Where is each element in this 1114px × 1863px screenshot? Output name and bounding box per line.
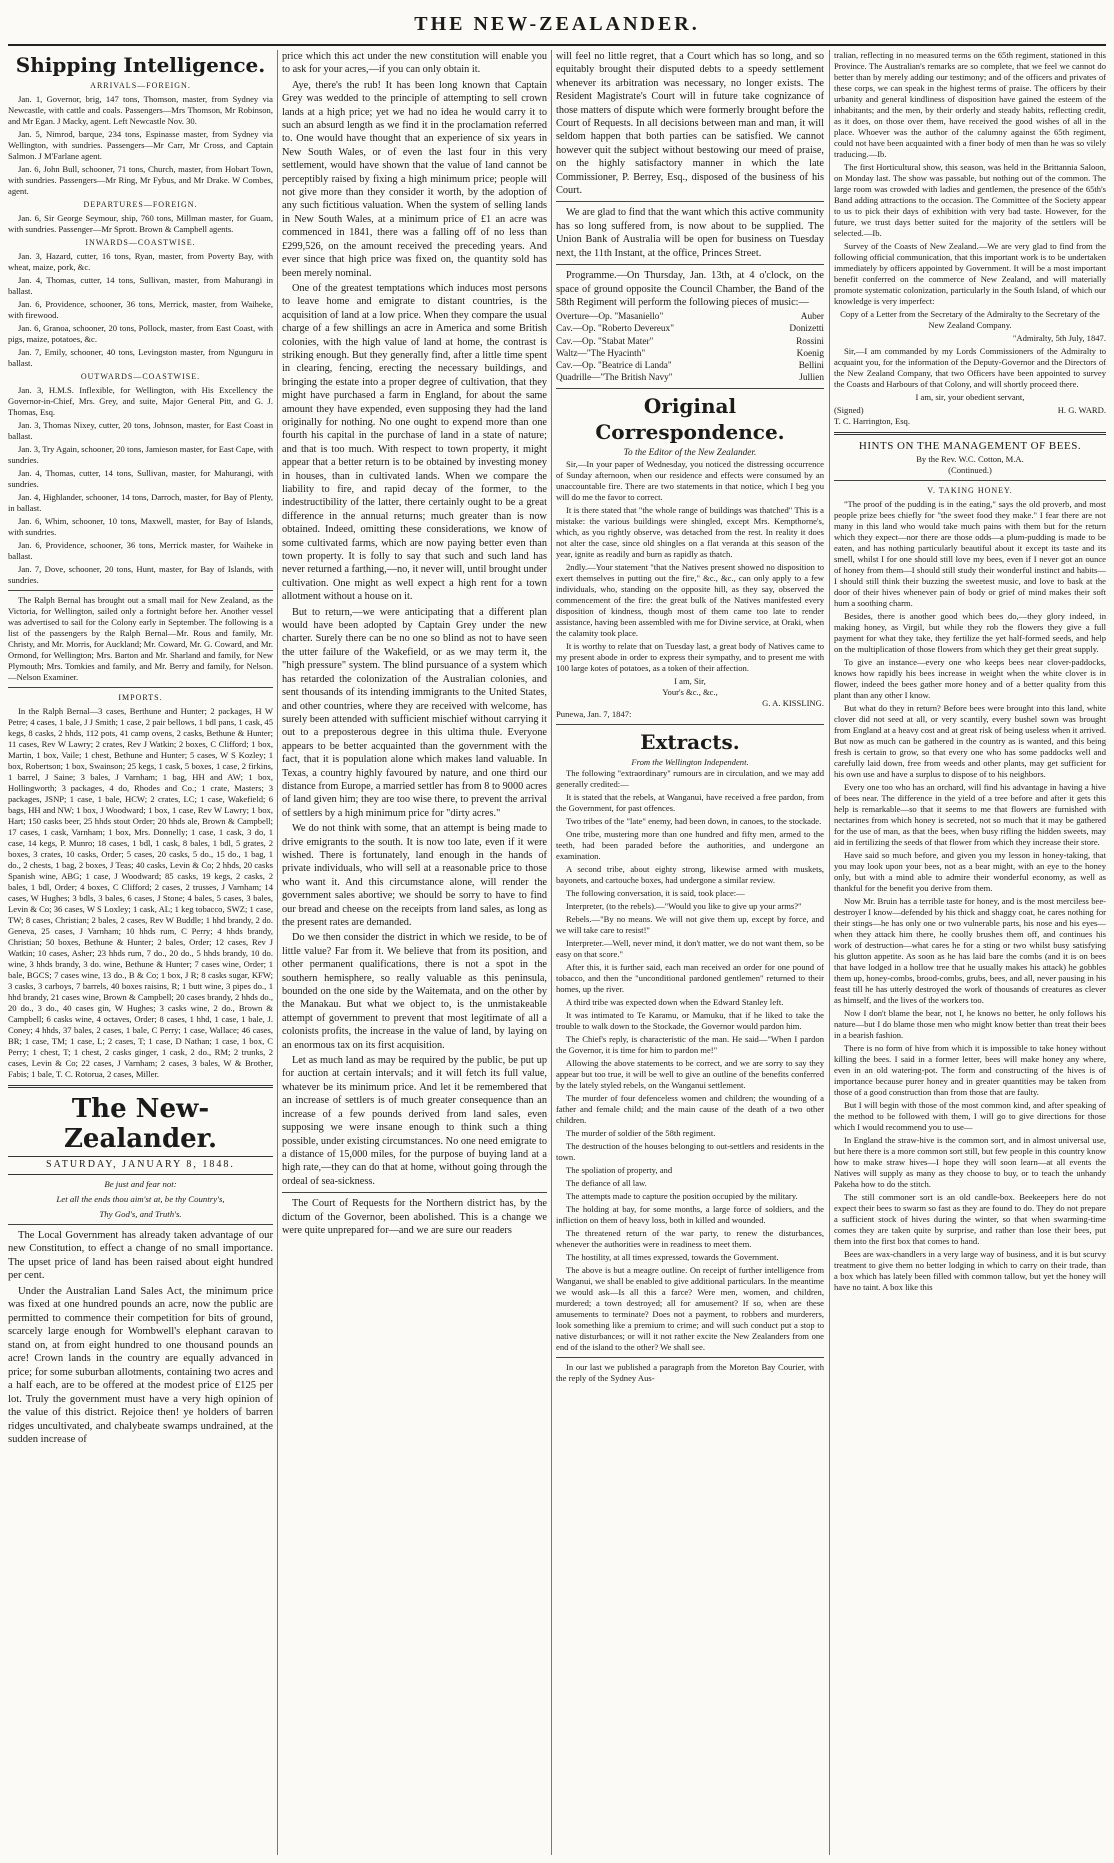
letter-paragraph: It is worthy to relate that on Tuesday last, a great body of Natives came to my present abode in order to express their sympathy, and to present me with 100 large kotes of potatoes, as a token of their affection.: [556, 640, 824, 673]
extract-paragraph: The hostility, at all times expressed, towards the Government.: [566, 1251, 779, 1262]
extract-paragraph: After this, it is further said, each man received an order for one pound of tobacco, and then the "unconditional pardoned gentlemen" returned to their homes, up the river.: [556, 961, 824, 994]
bees-paragraph: But I will begin with those of the most common kind, and after speaking of the method to be followed with them, I will go to give directions for those which I would recommend you to use—: [834, 1100, 1106, 1133]
departures-foreign-heading: DEPARTURES—FOREIGN.: [83, 200, 198, 210]
letter-place-date: Punewa, Jan. 7, 1847:: [556, 708, 632, 719]
bees-paragraph: Now I don't blame the bear, not I, he knows no better, he only follows his nature—but I do blame those men who might know better than treat their bees in a bearish fashion.: [834, 1008, 1106, 1041]
bees-paragraph: Now Mr. Bruin has a terrible taste for honey, and is the most merciless bee-destroyer I know—defended by his thick and shaggy coat, he cares nothing for their stings—he has only one or two vulnerable parts, his nose and his eyes—when they attack him there, he coolly brushes them off, and continues his work of destruction—what cares he for a sting or two whilst busy satisfying his glutton appetite. As soon as he has laid bare the combs (and it is on bees that have lodged in a hollow tree that he usually makes his attack) he gobbles them up, honey-combs, brood-combs, grubs, bees, and all, never pausing in his feast till he has utterly destroyed the work of thousands of creatures as clever as himself, and the lives of the workers too.: [834, 896, 1106, 1006]
bees-paragraph: "The proof of the pudding is in the eating," says the old proverb, and most people prize bees chiefly for "the sweet food they make." I fear there are not many in this land who would take much pains with them but for the return which they expect—nor there are those odds—a plum-pudding is made to be eaten, and has nothing particularly beautiful about it except its taste and its smell, whilst I for one should still love my bees, even if I never got an ounce of honey from them—I should still study their wonderful instinct and habits—I should still think their buzzing the sweetest music, and love to bask at the door of their hives whenever pain of body or grief of mind makes their soft hum a soothing charm.: [834, 499, 1106, 609]
motto-line: Be just and fear not:: [104, 1178, 177, 1189]
bees-paragraph: In England the straw-hive is the common sort, and in almost universal use, but here there is a more common sort still, but few people in this country know how to make straw hives—I hope they will soon learn—at all events the Natives will supply as many as they choose to buy, or to teach the unhandy Pakeha how to do the stitch.: [834, 1135, 1106, 1190]
divider: [834, 480, 1106, 481]
bees-paragraph: Have said so much before, and given you my lesson in honey-taking, that you may look upon your bees, not as a bear might, with an eye to the honey only, but with a mind able to admire their wonderful economy, as well as thankful for the benefit you derive from them.: [834, 850, 1106, 894]
programme-piece: Cav.—Op. "Stabat Mater": [556, 336, 654, 347]
editorial-paragraph: Aye, there's the rub! It has been long known that Captain Grey was wedded to the principle of attempting to sell crown lands at a high price; yet we had no idea he would carry it to such an absurd length as we find it in the proclamation referred to. One would have thought that an experience of six years in New South Wales, or of even the last four in this very settlement, would have shown that the value of land cannot be perceptibly raised by fixing a high minimum price; people will not give more than they consider it worth, by the adoption of any such fictitious valuation. When the system of selling lands in New South Wales, at a minimum price of £1 an acre was commenced in 1841, there was a falling off of no less than £299,526, on the amount received the preceding years. And ever since that high price was fixed on, the quantity sold has been merely nominal.: [282, 79, 547, 279]
column-1: [8, 50, 273, 1855]
editorial-paragraph: will feel no little regret, that a Court which has so long, and so equitably brought their disputed debts to a speedy settlement whenever its arbitration was necessary, no longer exists. The Resident Magistrate's Court will in future take cognizance of those matters of dispute which were formerly brought before the Court of Requests. In all decisions between man and man, it will seldom happen that both parties can be satisfied. We cannot however quit the subject without bestowing our meed of praise, on the highly satisfactory manner in which the late Commissioner, P. Berrey, Esq., disposed of the business of his Court.: [556, 51, 824, 197]
programme-composer: Auber: [800, 312, 824, 323]
bees-paragraph: Bees are wax-chandlers in a very large way of business, and it is but scurvy treatment to give them no better lodging in which to carry on their trade, than a box which has lately been filled with common tallow, but yet the honey will have no taint. A box like this: [834, 1249, 1106, 1293]
extract-paragraph: The following "extraordinary" rumours are in circulation, and we may add generally credited:—: [556, 767, 824, 789]
bees-paragraph: But what do they in return? Before bees were brought into this land, white clover did not seed at all, or very scantily, every bushel sown was brought from England at a heavy cost and at great risk of being useless when it arrived. But now as much can be gathered in the country as is wanted, and this being fresh is certain to grow, so that every one who has some paddocks well and carefully laid down, free from weeds and other plants, may get sufficient for his own use and have a surplus to dispose of to his neighbors.: [834, 703, 1106, 780]
divider: [8, 1085, 273, 1088]
divider: [8, 1224, 273, 1225]
programme-piece: Cav.—Op. "Roberto Devereux": [556, 324, 675, 335]
shipping-entry: Jan. 7, Emily, schooner, 40 tons, Levingston master, from Ngunguru in ballast.: [8, 347, 273, 369]
programme-piece: Waltz—"The Hyacinth": [556, 348, 646, 359]
extract-paragraph: A second tribe, about eighty strong, likewise armed with muskets, bayonets, and cartouche boxes, had undergone a similar review.: [556, 863, 824, 885]
programme-composer: Jullien: [799, 372, 824, 383]
letter-paragraph: Sir,—I am commanded by my Lords Commissioners of the Admiralty to acquaint you, for the information of the Deputy-Governor and the Directors of the New Zealand Company, that two Officers have been appointed to survey the Coasts and Harbours of that Colony, and will shortly proceed there.: [834, 346, 1106, 389]
programme-piece: Cav.—Op. "Beatrice di Landa": [556, 360, 672, 371]
bees-article-continued: (Continued.): [948, 465, 992, 476]
shipping-entry: Jan. 6, Providence, schooner, 36 tons, Merrick, master, from Waiheke, with firewood.: [8, 299, 273, 321]
ralph-bernal-notice: The Ralph Bernal has brought out a small mail for New Zealand, as the Victoria, for Wellington, sailed only a fortnight before her. Another vessel was advertised to sail for the Colony early in September. The following is a list of the passengers by the Ralph Bernal—Mr. Rous and family, Mr. Christy, and Mr. Morris, for Auckland; Mr. Coward, Mr. G. Coward, and Mr. Ormond, for Wellington; Mrs. Barton and Mr. Sharland and family, for New Plymouth; Mrs. Tomkies and family, and Mr. Berry and family, for Nelson.—Nelson Examiner.: [8, 595, 273, 683]
editorial-paragraph: Let as much land as may be required by the public, be put up for auction at certain intervals; and it will fetch its full value, whatever be its minimum price. And let it be remembered that an increase of settlers is of much greater consequence than an increase of a few pounds derived from land sales, even supposing we were insane enough to think such a thing possible, under existing circumstances. No one need emigrate to a distance of 15,000 miles, for the purpose of buying land at a high rate,—they can do that at home, without going through the ordeal of sea-sickness.: [282, 1055, 547, 1187]
extract-paragraph: The destruction of the houses belonging to out-settlers and residents in the town.: [556, 1140, 824, 1162]
column-divider: [829, 50, 830, 1855]
extract-paragraph: The murder of four defenceless women and children; the wounding of a father and female child; and the main cause of the death of a two other children.: [556, 1092, 824, 1125]
extracts-source: From the Wellington Independent.: [631, 756, 749, 767]
letter-closing: I am, Sir,: [674, 675, 706, 686]
inwards-coastwise-heading: INWARDS—COASTWISE.: [85, 238, 196, 248]
programme-intro: Programme.—On Thursday, Jan. 13th, at 4 o'clock, on the space of ground opposite the Council Chamber, the Band of the 58th Regiment will perform the following pieces of music:—: [556, 270, 824, 308]
shipping-entry: Jan. 3, Try Again, schooner, 20 tons, Jamieson master, for East Cape, with sundries.: [8, 444, 273, 466]
column-divider: [551, 50, 552, 1855]
shipping-entry: Jan. 6, Providence, schooner, 36 tons, Merrick master, for Waiheke in ballast.: [8, 540, 273, 562]
shipping-entry: Jan. 6, Sir George Seymour, ship, 760 tons, Millman master, for Guam, with sundries. Passenger—Mr Sprott. Brown & Campbell agents.: [8, 213, 273, 235]
programme-composer: Bellini: [798, 360, 824, 371]
extract-paragraph: Survey of the Coasts of New Zealand.—We are very glad to find from the following official communication, that this important work is to be undertaken immediately by officers appointed by Government. It will be a most important benefit conferred on the commerce of New Zealand, and will materially promote systematic colonization, particularly in the South Island, of which our knowledge is very imperfect:: [834, 241, 1106, 306]
masthead: [0, 0, 1114, 48]
extract-paragraph: In our last we published a paragraph from the Moreton Bay Courier, with the reply of the Sydney Aus-: [556, 1361, 824, 1383]
column-4: [834, 50, 1106, 1855]
letter-signature-row: [834, 405, 1106, 416]
letter-heading: Copy of a Letter from the Secretary of the Admiralty to the Secretary of the New Zealand Company.: [840, 309, 1100, 330]
extracts-heading: Extracts.: [640, 729, 740, 754]
divider: [834, 432, 1106, 435]
divider: [556, 264, 824, 265]
column-3: [556, 50, 824, 1855]
extract-paragraph: Two tribes of the "late" enemy, had been down, in canoes, to the stockade.: [566, 815, 822, 826]
extract-paragraph: A third tribe was expected down when the Edward Stanley left.: [566, 996, 784, 1007]
issue-date: SATURDAY, JANUARY 8, 1848.: [8, 1156, 273, 1174]
shipping-entry: Jan. 3, H.M.S. Inflexible, for Wellington, with His Excellency the Governor-in-Chief, Mrs. Grey, and suite, Major General Pitt, and G. J. Thomas, Esq.: [8, 385, 273, 418]
shipping-heading: Shipping Intelligence.: [15, 53, 266, 77]
bees-article-author: By the Rev. W.C. Cotton, M.A.: [916, 454, 1024, 465]
arrivals-foreign-heading: ARRIVALS—FOREIGN.: [90, 81, 191, 90]
shipping-entry: Jan. 4, Highlander, schooner, 14 tons, Darroch, master, for Bay of Plenty, in ballast.: [8, 492, 273, 514]
column-divider: [277, 50, 278, 1855]
motto-line: Thy God's, and Truth's.: [99, 1208, 182, 1219]
extract-paragraph: The spoliation of property, and: [566, 1164, 673, 1175]
shipping-entry: Jan. 3, Hazard, cutter, 16 tons, Ryan, master, from Poverty Bay, with wheat, maize, pork, &c.: [8, 251, 273, 273]
editorial-paragraph: price which this act under the new constitution will enable you to ask for your acres,—if you can only obtain it.: [282, 51, 547, 76]
bees-section-heading: V. TAKING HONEY.: [927, 486, 1013, 496]
shipping-entry: Jan. 4, Thomas, cutter, 14 tons, Sullivan, master, for Mahurangi, with sundries.: [8, 468, 273, 490]
letter-paragraph: It is there stated that "the whole range of buildings was thatched" This is a mistake: the various buildings were shingled, except Mrs. Kempthorne's, which, as you rightly observe, was detached from the rest. In reality it does not alter the case, since old shingles on a flat veranda at this season of the year, ignite as readily and burn as rapidly as thatch.: [556, 504, 824, 559]
programme-item: [556, 372, 824, 384]
extract-paragraph: It was intimated to Te Karamu, or Mamuku, that if he liked to take the trouble to walk down to the Stockade, the Governor would pardon him.: [556, 1009, 824, 1031]
editorial-paragraph: We are glad to find that the want which this active community has so long suffered from, is now about to be supplied. The Union Bank of Australia will be open for business on Tuesday next, the 11th Instant, at the office, Princes Street.: [556, 207, 824, 259]
divider: [282, 1192, 547, 1193]
programme-piece: Quadrille—"The British Navy": [556, 372, 673, 383]
programme-item: [556, 323, 824, 335]
imports-heading: IMPORTS.: [118, 693, 163, 703]
paper-title: The New-Zealander.: [63, 1094, 218, 1155]
bees-paragraph: Every one too who has an orchard, will find his advantage in having a hive of bees near. The difference in the yield of a tree before and after it gets this help is remarkable—so that it seems to me that flowers are furnished with nectarines from which honey is secreted, not so much that it may be gathered for the use of man, as that the bees, when busy rifling the hidden sweets, may aid in fertilizing the seeds of that flower from which they increase their store.: [834, 782, 1106, 848]
extract-paragraph: The holding at bay, for some months, a large force of soldiers, and the infliction on them of heavy loss, both in killed and wounded.: [556, 1203, 824, 1225]
programme-item: [556, 348, 824, 360]
shipping-entry: Jan. 5, Nimrod, barque, 234 tons, Espinasse master, from Sydney via Wellington, with sundries. Passengers—Mr Carr, Mr Cross, and Captain Salmon. J M'Farlane agent.: [8, 129, 273, 162]
extract-paragraph: Interpreter.—Well, never mind, it don't matter, we do not want them, so be easy on that score.": [556, 937, 824, 959]
programme-composer: Rossini: [796, 336, 824, 347]
editorial-paragraph: Under the Australian Land Sales Act, the minimum price was fixed at one hundred pounds an acre, now the public are permitted to commence their competition for bits of ground, scarcely large enough for Wombwell's elephant caravan to stand on, at from eight hundred to one thousand pounds an acre! Crown lands in the country are equally advanced in price; for some suburban allotments, containing two acres and a half each, are to be offered at the modest price of £125 per lot. Truly the government must have a very high opinion of the value of this district. Rejoice then! ye holders of barren ridges uncultivated, and chalybeate swamps undrained, at the sudden increase of: [8, 1285, 273, 1446]
letter-recipient: T. C. Harrington, Esq.: [834, 416, 910, 426]
extract-paragraph: The attempts made to capture the position occupied by the military.: [566, 1190, 798, 1201]
extract-paragraph: One tribe, mustering more than one hundred and fifty men, armed to the teeth, had been paraded before the authorities, and undergone an examination.: [556, 828, 824, 861]
column-2: [282, 50, 547, 1855]
shipping-entry: Jan. 6, Granoa, schooner, 20 tons, Pollock, master, from East Coast, with pigs, maize, potatoes, &c.: [8, 323, 273, 345]
shipping-entry: Jan. 1, Governor, brig, 147 tons, Thomson, master, from Sydney via Newcastle, with cattle and coals. Passengers—Mrs Thomson, Mr Robinson, and Mr Egan. J Macky, agent. Left Newcastle Nov. 30.: [8, 94, 273, 127]
outwards-coastwise-heading: OUTWARDS—COASTWISE.: [80, 372, 201, 382]
extract-paragraph: tralian, reflecting in no measured terms on the 65th regiment, stationed in this Province. The Australian's remarks are so complete, that we feel we cannot do better than by merely adding our testimony; and of the officers and privates of these corps, we can speak in the highest terms of praise. The officers by their urbanity and general kindliness of disposition have gained the esteem of the inhabitants; and the men, by their orderly and steady habits, reflecting credit, as it does, on those over them, have received the good wishes of all in the place. Whoever was the author of the calumny against the 65th regiment, could not have been acquainted with a finer body of men than he was so vilely traducing.—Ib.: [834, 50, 1106, 159]
editorial-paragraph: The Court of Requests for the Northern district has, by the dictum of the Governor, been abolished. This is a change we were quite unprepared for—and we are sure our readers: [282, 1198, 547, 1236]
divider: [556, 1357, 824, 1358]
extract-paragraph: Interpreter, (to the rebels).—"Would you like to give up your arms?": [566, 900, 802, 911]
bees-paragraph: To give an instance—every one who keeps bees near clover-paddocks, knows how rapidly his bees increase in weight when the white clover is in flower, indeed the bees gather more honey and of a better quality from this plant than any other I know.: [834, 657, 1106, 701]
programme-item: [556, 360, 824, 372]
divider: [556, 201, 824, 202]
letter-closing: Your's &c., &c.,: [662, 686, 718, 697]
letter-signature: H. G. WARD.: [1057, 405, 1106, 415]
divider: [556, 724, 824, 725]
extract-paragraph: The threatened return of the war party, to renew the disturbances, whenever the authorities were in readiness to meet them.: [556, 1227, 824, 1249]
bees-paragraph: The still commoner sort is an old candle-box. Beekeepers here do not expect their bees to swarm so fast as they are found to do. They do not prepare a sufficient stock of hives during the winter, so that when swarming-time comes they are taken quite by surprise, and rather than lose their bees, put them into the first box that comes to hand.: [834, 1192, 1106, 1247]
bees-paragraph: Besides, there is another good which bees do,—they glory indeed, in making honey, as Virgil, but while they rob the flowers they give a full payment for what they take, they fertilize the yet half-formed seeds, and help on the multiplication of those flowers from which they get their great supply.: [834, 611, 1106, 655]
editorial-paragraph: The Local Government has already taken advantage of our new Constitution, to effect a change of no small importance. The upset price of land has been raised about eight hundred per cent.: [8, 1229, 273, 1282]
extract-paragraph: The murder of soldier of the 58th regiment.: [566, 1127, 716, 1138]
newspaper-title: THE NEW-ZEALANDER.: [414, 13, 700, 35]
programme-item: [556, 311, 824, 323]
divider: [556, 388, 824, 389]
letter-closing: I am, sir, your obedient servant,: [915, 392, 1025, 402]
shipping-entry: Jan. 7, Dove, schooner, 20 tons, Hunt, master, for Bay of Islands, with sundries.: [8, 564, 273, 586]
programme-piece: Overture—Op. "Masaniello": [556, 312, 664, 323]
bees-paragraph: There is no form of hive from which it is impossible to take honey without killing the bees. I said in a former letter, bees will make honey any where, even in an old watering-pot. The form and constructing of the hives is of importance because purer honey and in greater quantities may be taken from those of a good construction than from those that are faulty.: [834, 1043, 1106, 1098]
correspondence-heading: Original Correspondence.: [595, 393, 785, 444]
extract-paragraph: It is stated that the rebels, at Wanganui, have received a free pardon, from the Government, for past offences.: [556, 791, 824, 813]
motto-line: Let all the ends thou aim'st at, be thy Country's,: [56, 1193, 225, 1204]
shipping-entry: Jan. 6, Whim, schooner, 10 tons, Maxwell, master, for Bay of Islands, with sundries.: [8, 516, 273, 538]
extract-paragraph: Allowing the above statements to be correct, and we are sorry to say they appear but too true, it will be well to give an outline of the benefits conferred by the lately styled rebels, on the Wanganui settlement.: [556, 1057, 824, 1090]
editorial-paragraph: Do we then consider the district in which we reside, to be of little value? Far from it. We believe that from its position, and other permanent qualifications, there is not a spot in the southern hemisphere, so really valuable as this peninsula, bounded on the one side by the Waitemata, and on the other by the Manakau. But what we object to, is the unmistakeable attempt of government to prevent that most legitimate of all a colonists profits, the increase in the value of land, by laying on an enormous tax on its first acquisition.: [282, 932, 547, 1051]
divider: [8, 687, 273, 688]
divider: [8, 590, 273, 591]
shipping-entry: Jan. 4, Thomas, cutter, 14 tons, Sullivan, master, from Mahurangi in ballast.: [8, 275, 273, 297]
extract-paragraph: The first Horticultural show, this season, was held in the Brittannia Saloon, on Monday last. The show was passable, but nothing out of the common. The large room was crowded with ladies and gentlemen, the presence of the 65th's Band adding attractions to the occasion. The Committee of the Society appear to us to pick their days of exhibition with very bad taste. However, for the future, we trust days better suited for the majority of the settlers will be selected.—Ib.: [834, 162, 1106, 238]
letter-paragraph: Sir,—In your paper of Wednesday, you noticed the distressing occurrence of Sunday afternoon, when our residence and effects were consumed by an unaccountable fire. There are two statements in that notice, which I beg you will do me the favor to correct.: [556, 458, 824, 502]
extract-paragraph: The defiance of all law.: [566, 1177, 647, 1188]
letter-signature: G. A. KISSLING.: [762, 697, 824, 708]
columns: [8, 50, 1106, 1855]
extract-paragraph: Rebels.—"By no means. We will not give them up, except by force, and we will take care to resist!": [556, 913, 824, 935]
extract-paragraph: The Chief's reply, is characteristic of the man. He said—"When I pardon the Governor, it is time for him to pardon me!": [556, 1033, 824, 1055]
editorial-paragraph: One of the greatest temptations which induces most persons to leave home and emigrate to distant countries, is the acquisition of land at a low price. When they compare the usual charge of a few shillings an acre in America and some British colonies, with the high value of land at home, the contrast is striking enough. But they generally find, after a little time spent in clearing, fencing, erecting the necessary buildings, and bringing the estate into a proper degree of cultivation, that they might have purchased a farm in England, for about the same amount they have expended, even supposing they had the land originally for nothing. No one ought to expend more than one fourth his capital in the purchase of land in a state of nature; and that is too much. With respect to town property, it might appear that a better return is to be obtained by investing money in houses, than in cultivated lands. When we compare the liability to fire, and rapid decay of the former, to the indestructibility of the latter, there certainly ought to be a great difference in the annual returns; much greater than is now obtained. Indeed, omitting these considerations, we know of some cultivated farms, which are now paying better even than town property. It is folly to say that such and such land has never returned a farthing,—no, it never will, until brought under cultivation. One might as well expect a high rent for a town allotment without a house on it.: [282, 282, 547, 603]
editorial-paragraph: We do not think with some, that an attempt is being made to drive emigrants to the south. It is now too late, even if it were wished. There is fortunately, land enough in the hands of private individuals, who will sell at a reasonable price to those who want it. And this circumstance alone, will render the government sales abortive; we should be sorry to have to find our bread and cheese on the receipts from land sales, as long as the present rates are demanded.: [282, 823, 547, 928]
programme-composer: Koenig: [796, 348, 824, 359]
programme-item: [556, 336, 824, 348]
correspondence-addressee: To the Editor of the New Zealander.: [623, 447, 757, 458]
top-rule: [8, 44, 1106, 46]
programme-composer: Donizetti: [789, 324, 824, 335]
shipping-entry: Jan. 3, Thomas Nixey, cutter, 20 tons, Johnson, master, for East Coast in ballast.: [8, 420, 273, 442]
imports-list: In the Ralph Bernal—3 cases, Berthune and Hunter; 2 packages, H W Petre; 4 cases, 1 bale, J J Smith; 1 case, 2 pair bellows, 1 bdl pans, 1 cask, 45 kegs, 8 casks, 2 hhds, 112 pots, 41 camp ovens, 2 casks, Bethune & Hunter; 11 cases, Rev W Lawry; 2 crates, Rev J Watkin; 2 boxes, C Clifford; 1 box, Martin, 1 box, Vaile; 1 chest, Bethune and Hunter; 5 cases, W S Kozley; 1 box, Robertson; 1 box, Swainson; 25 kegs, 1 cask, 5 boxes, 1 case, 2 firkins, 1 barrel, J Saine; 3 bales, J Varnham; 1 bag, HH and AW; 1 box, Hollingworth; 3 packages, 4 do, Rhodes and Co.; 1 crate, Masters; 3 packages, JSNP; 1 case, 1 bale, HCW; 2 crates, LC; 1 case, Wakefield; 6 bags, HH and NW; 1 box, J Woodward; 1 box, 1 case, Rev W Lawry; 1 box, Hart; 150 casks beer, 25 hhds stout Order; 20 hhds ale, Brown & Campbell; 17 cases, 1 cask, Varnham; 1 box, Mrs. Donnelly; 1 case, 1 cask, 3 do, 1 case, 14 kegs, P. Munro; 18 cases, 1 bdl, 1 cask, 8 bales, 1 bdl, 5 grates, 2 boxes, 3 crates, 10 casks, Order; 5 cases, 20 casks, 5 do., 15 do., 1 bag, 1 do., 2 chests, 1 bag, 2 boxes, J Teas; 40 casks, Levin & Co; 2 hhds, 20 casks Spanish wine, ABG; 1 case, J Woodward; 85 casks, 19 kegs, 2 casks, 2 bales, 1 bdl, Order; 4 boxes, C Clifford; 2 cases, 2 trusses, J Varnham; 14 cases, W Hughes; 3 bdls, 3 bales, 6 cases, J Stone; 4 bales, 5 cases, 3 bales, Levin & Co; 36 cases, W S Loxley; 1 cask, AL; 1 keg tobacco, SWZ; 1 case, TW; 8 cases, Christian; 2 bales, 2 cases, Rev W Buddle; 1 hhd brandy, 2 do. Geneva, 25 cases, J Varnham; 10 hhds rum, C Perry; 4 hhds brandy, Christian; 50 boxes, Bethune & Hunter; 2 bales, Order; 12 cases, Rev J Watkin; 10 cases, Asher; 23 hhds rum, 7 do., 20 do., 5 hhds brandy, 10 do. wine, 3 hhds brandy, 3 do. wine, Bethune & Hunter; 7 cases wine, Order; 1 bale, BGCS; 7 cases wine, 13 do., B & Co; 1 box, J R; 8 casks sugar, KFW; 3 casks, 3 carboys, 7 barrels, 40 boxes raisins, R; 1 butt wine, 3 pipes do., 1 hhd brandy, 21 cases wine, Brown & Campbell; 20 cases brandy, 2 hhds do., 20 do., 3 do., 40 cases gin, W Hughes; 3 casks wine, 2 do., Brown & Campbell; 6 casks wine, 4 octaves, Order; 8 cases, 1 hhd, 1 case, 1 bale, J. Coney; 4 hhds, 37 bales, 2 cases, 1 bale, C Perry; 1 case, Wallace; 46 cases, BR; 1 case, TM; 1 case, L; 2 cases, T; 1 case, D Nathan; 1 case, 1 box, C Perry; 1 chest, T; 1 chest, 2 casks ginger, 1 cask, 2 do., RM; 2 trunks, 2 cases, Levin & Co; 22 cases, J Varnham; 2 cases, 3 bales, W & Brother, Fabis; 1 bale, T. C. Rotorua, 2 cases, Miller.: [8, 706, 273, 1080]
programme-list: [556, 311, 824, 384]
bees-article-title: HINTS ON THE MANAGEMENT OF BEES.: [858, 440, 1082, 452]
extract-paragraph: The above is but a meagre outline. On receipt of further intelligence from Wanganui, we shall be enabled to give additional particulars. In the meantime we would ask—Is all this a farce? Were men, women, and children, murdered; a town destroyed; all for amusement? If so, when are these amusements to terminate? Does not a payment, to robbers and murderers, look something like a premium to crime; and will such conduct put a stop to native disturbances; or will it not rather excite the New Zealanders from one end of the island to the other? We shall see.: [556, 1264, 824, 1352]
letter-paragraph: 2ndly.—Your statement "that the Natives present showed no disposition to exert themselves in putting out the fire," &c., &c., can only apply to a few individuals, who, standing on the opposite hill, as they say, observed the commencement of the fire: the great bulk of the Natives manifested every disposition of kindness, though most of them came too late to render assistance, having been assembled with me for Divine service, at Oraki, when the calamity took place.: [556, 561, 824, 638]
letter-signed-label: (Signed): [834, 405, 864, 415]
extract-paragraph: The following conversation, it is said, took place:—: [566, 887, 745, 898]
editorial-paragraph: But to return,—we were anticipating that a different plan would have been adopted by Captain Grey under the new charter. Surely there can be no one so blind as not to have seen the utter failure of the Wakefield, or as we may term it, the "high pressure" system. The blind pursuance of a system which has retarded the colonization of the Australian colonies, and sent thousands of its intending immigrants to the United States, and other countries, where they are received with welcome, has surely been attended with sufficient mischief without carrying it out to a preposterous degree in this ultima thule. Everyone appears to be better acquainted than the government with the fact, that it is population alone which makes land valuable. In Texas, a country highly favoured by nature, and one third our distance from Europe, a married settler has from 8 to 9000 acres of land given him; they are too wise there, to prevent the arrival of settlers by a high minimum price for "dirty acres.": [282, 606, 547, 819]
letter-date: "Admiralty, 5th July, 1847.: [1012, 333, 1106, 343]
shipping-entry: Jan. 6, John Bull, schooner, 71 tons, Church, master, from Hobart Town, with sundries. Passengers—Mr Ring, Mr Fybus, and Mr Drake. W Combes, agent.: [8, 164, 273, 197]
